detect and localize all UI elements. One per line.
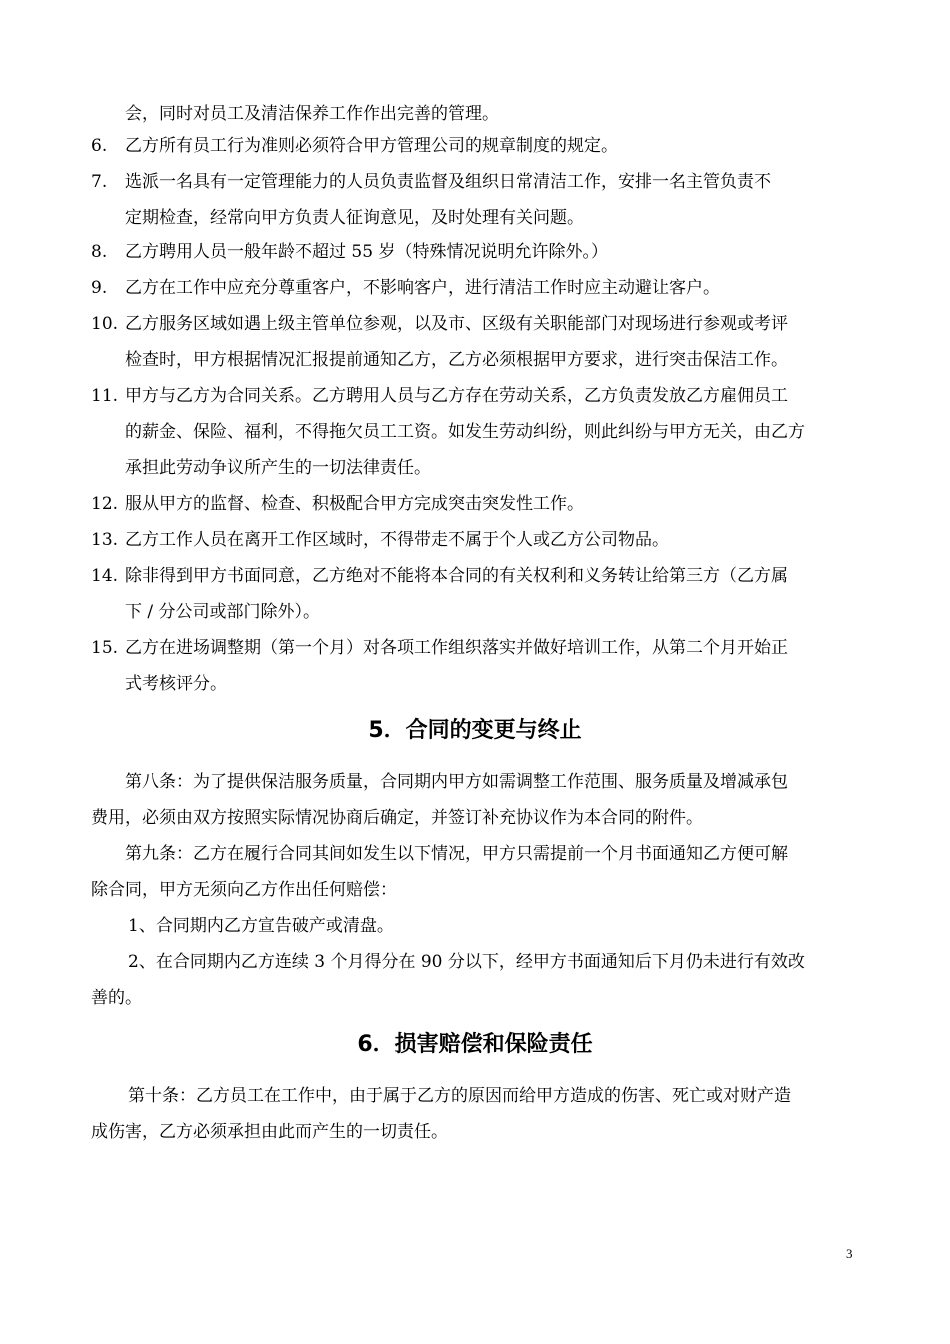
- list-item-line: 承担此劳动争议所产生的一切法律责任。: [125, 458, 431, 478]
- list-item-number: 10.: [91, 314, 119, 334]
- list-item-line: 定期检查，经常向甲方负责人征询意见，及时处理有关问题。: [125, 208, 584, 228]
- list-item-line: 乙方服务区域如遇上级主管单位参观，以及市、区级有关职能部门对现场进行参观或考评: [125, 314, 788, 334]
- list-item-line: 乙方所有员工行为准则必须符合甲方管理公司的规章制度的规定。: [125, 136, 618, 156]
- list-item-line: 甲方与乙方为合同关系。乙方聘用人员与乙方存在劳动关系，乙方负责发放乙方雇佣员工: [125, 386, 788, 406]
- list-item-number: 9.: [91, 278, 108, 298]
- list-item-line: 乙方聘用人员一般年龄不超过 55 岁（特殊情况说明允许除外。）: [125, 242, 608, 262]
- list-item-number: 7.: [91, 172, 108, 192]
- list-item-line: 除非得到甲方书面同意，乙方绝对不能将本合同的有关权利和义务转让给第三方（乙方属: [125, 566, 788, 586]
- paragraph-line: 第八条：为了提供保洁服务质量，合同期内甲方如需调整工作范围、服务质量及增减承包: [125, 772, 788, 792]
- list-item-line: 选派一名具有一定管理能力的人员负责监督及组织日常清洁工作，安排一名主管负责不: [125, 172, 771, 192]
- list-item-number: 14.: [91, 566, 119, 586]
- list-item-line: 服从甲方的监督、检查、积极配合甲方完成突击突发性工作。: [125, 494, 584, 514]
- list-item-line: 检查时，甲方根据情况汇报提前通知乙方，乙方必须根据甲方要求，进行突击保洁工作。: [125, 350, 788, 370]
- list-item-line: 乙方在工作中应充分尊重客户，不影响客户，进行清洁工作时应主动避让客户。: [125, 278, 720, 298]
- page-number: 3: [846, 1246, 853, 1261]
- list-item-line: 乙方工作人员在离开工作区域时，不得带走不属于个人或乙方公司物品。: [125, 530, 669, 550]
- section-5-heading: 5．合同的变更与终止: [368, 718, 582, 743]
- list-item-number: 12.: [91, 494, 119, 514]
- list-item-number: 6.: [91, 136, 108, 156]
- section-6-heading: 6．损害赔偿和保险责任: [357, 1032, 593, 1057]
- list-item-number: 11.: [91, 386, 119, 406]
- list-item-number: 8.: [91, 242, 108, 262]
- list-item-number: 15.: [91, 638, 119, 658]
- paragraph-line: 第十条：乙方员工在工作中，由于属于乙方的原因而给甲方造成的伤害、死亡或对财产造: [128, 1086, 791, 1106]
- list-item-number: 13.: [91, 530, 119, 550]
- paragraph-line: 第九条：乙方在履行合同其间如发生以下情况，甲方只需提前一个月书面通知乙方便可解: [125, 844, 788, 864]
- paragraph-line: 费用，必须由双方按照实际情况协商后确定，并签订补充协议作为本合同的附件。: [91, 808, 703, 828]
- list-item-line: 的薪金、保险、福利，不得拖欠员工工资。如发生劳动纠纷，则此纠纷与甲方无关，由乙方: [125, 422, 805, 442]
- paragraph-line: 成伤害，乙方必须承担由此而产生的一切责任。: [91, 1122, 448, 1142]
- paragraph-line: 除合同，甲方无须向乙方作出任何赔偿：: [91, 880, 397, 900]
- paragraph-line: 善的。: [91, 988, 142, 1008]
- list-item-line: 式考核评分。: [125, 674, 227, 694]
- paragraph-line: 2、在合同期内乙方连续 3 个月得分在 90 分以下，经甲方书面通知后下月仍未进行有效改: [128, 952, 805, 972]
- paragraph-line: 1、合同期内乙方宣告破产或清盘。: [128, 916, 394, 936]
- list-item-line: 会，同时对员工及清洁保养工作作出完善的管理。: [125, 104, 499, 124]
- list-item-line: 下 / 分公司或部门除外）。: [125, 602, 321, 622]
- list-item-line: 乙方在进场调整期（第一个月）对各项工作组织落实并做好培训工作，从第二个月开始正: [125, 638, 788, 658]
